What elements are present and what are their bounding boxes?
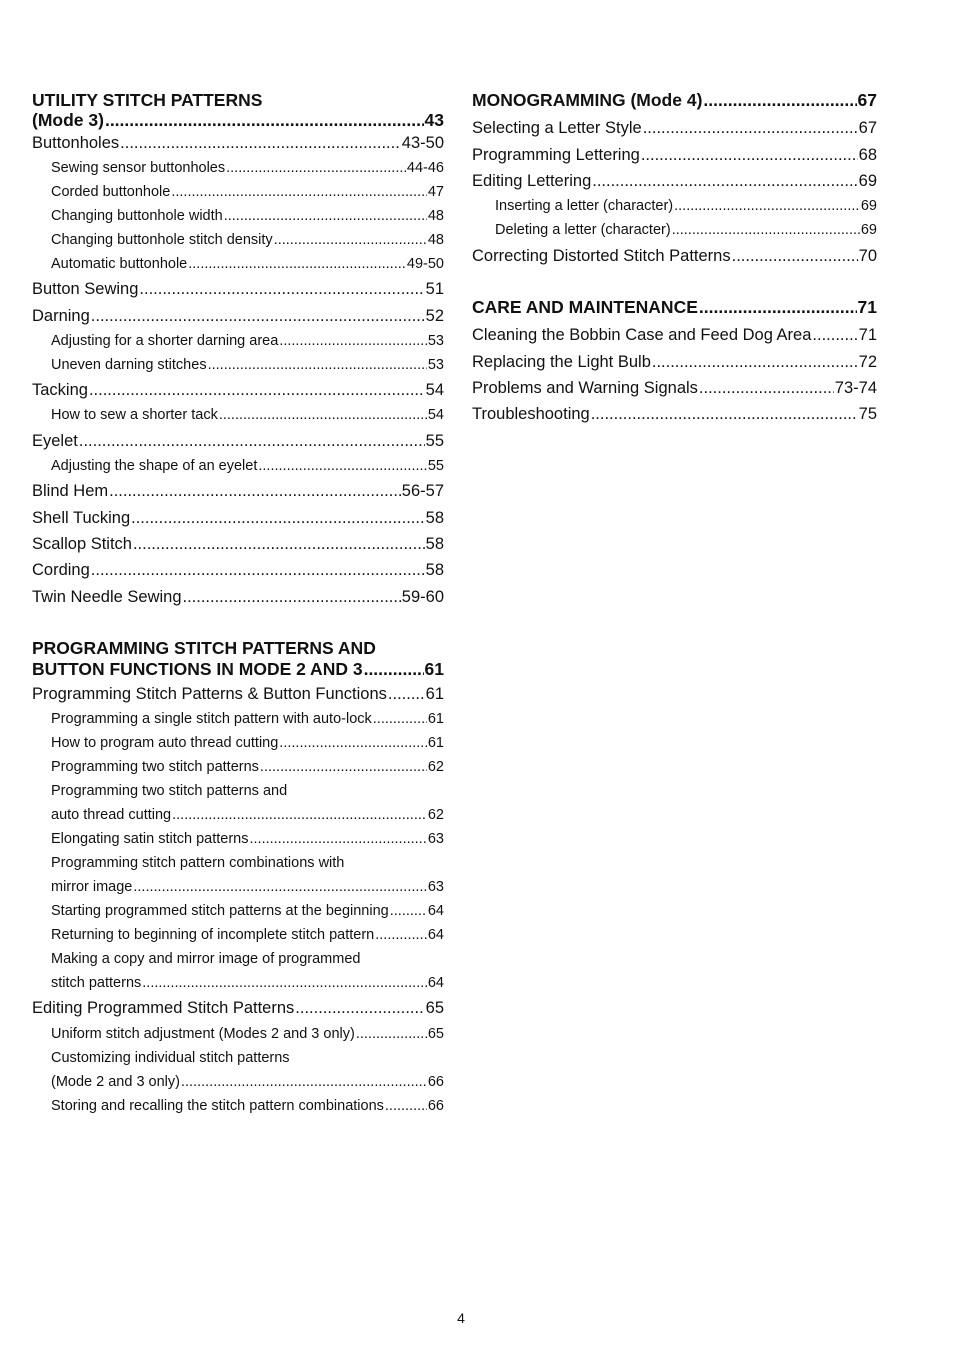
toc-subentry[interactable] [32, 975, 444, 991]
toc-page-number: 43-50 [401, 134, 444, 152]
toc-entry[interactable] [472, 326, 877, 345]
leader-dots [699, 379, 834, 398]
toc-subentry[interactable] [32, 333, 444, 349]
leader-dots [105, 110, 424, 131]
toc-entry[interactable] [472, 119, 877, 138]
toc-entry[interactable] [32, 307, 444, 326]
toc-subentry[interactable] [32, 927, 444, 943]
toc-entry-label: Adjusting the shape of an eyelet [51, 458, 258, 474]
toc-entry-label: Cleaning the Bobbin Case and Feed Dog Area [472, 326, 812, 344]
toc-entry-label: auto thread cutting [51, 807, 172, 823]
toc-entry-label: (Mode 2 and 3 only) [51, 1074, 180, 1090]
toc-heading-label: MONOGRAMMING (Mode 4) [472, 90, 703, 110]
toc-subentry[interactable] [32, 735, 444, 751]
toc-page-number: 63 [427, 879, 444, 895]
leader-dots [591, 405, 858, 424]
toc-subentry[interactable] [32, 903, 444, 919]
toc-page-number: 55 [427, 458, 444, 474]
page-number: 4 [457, 1310, 465, 1326]
leader-dots [674, 198, 860, 214]
toc-entry-label: Customizing individual stitch patterns [51, 1050, 290, 1066]
toc-page-number: 52 [425, 307, 444, 325]
toc-page-number: 53 [427, 333, 444, 349]
leader-dots [183, 588, 401, 607]
toc-entry[interactable] [32, 535, 444, 554]
toc-page-number: 67 [858, 119, 877, 137]
leader-dots [91, 307, 425, 326]
leader-dots [120, 134, 401, 153]
leader-dots [732, 247, 858, 266]
leader-dots [672, 222, 860, 238]
toc-page-number: 67 [857, 90, 877, 110]
leader-dots [172, 807, 427, 823]
toc-entry-label: Programming a single stitch pattern with auto-lock [51, 711, 372, 727]
leader-dots [385, 1098, 427, 1114]
toc-entry-label: Programming Stitch Patterns & Button Functions [32, 685, 387, 703]
leader-dots [139, 280, 424, 299]
toc-entry[interactable] [32, 381, 444, 400]
toc-subentry-continued [32, 951, 444, 967]
toc-entry[interactable] [32, 561, 444, 580]
toc-entry-label: Starting programmed stitch patterns at the beginning [51, 903, 389, 919]
toc-page-number: 75 [858, 405, 877, 423]
leader-dots [643, 119, 858, 138]
leader-dots [109, 482, 401, 501]
toc-heading-programming-line1 [32, 638, 444, 659]
toc-entry-label: Corded buttonhole [51, 184, 171, 200]
toc-entry-label: Twin Needle Sewing [32, 588, 182, 606]
toc-entry-label: How to program auto thread cutting [51, 735, 279, 751]
toc-heading-label: PROGRAMMING STITCH PATTERNS AND [32, 638, 376, 658]
toc-entry[interactable] [32, 280, 444, 299]
toc-page-number: 61 [427, 711, 444, 727]
toc-entry-label: Elongating satin stitch patterns [51, 831, 249, 847]
leader-dots [375, 927, 427, 943]
toc-subentry-continued [32, 855, 444, 871]
toc-page-number: 51 [425, 280, 444, 298]
toc-page-number: 64 [427, 927, 444, 943]
toc-page-number: 49-50 [406, 256, 444, 272]
leader-dots [652, 353, 858, 372]
toc-subentry-continued [32, 1050, 444, 1066]
toc-heading-care[interactable] [472, 297, 877, 318]
leader-dots [295, 999, 424, 1018]
toc-entry-label: Making a copy and mirror image of programmed [51, 951, 361, 967]
toc-subentry[interactable] [32, 1098, 444, 1114]
toc-page-number: 62 [427, 759, 444, 775]
toc-entry-label: Uneven darning stitches [51, 357, 207, 373]
toc-subentry[interactable] [32, 208, 444, 224]
toc-entry-label: Correcting Distorted Stitch Patterns [472, 247, 731, 265]
toc-subentry[interactable] [32, 184, 444, 200]
toc-subentry[interactable] [32, 759, 444, 775]
leader-dots [133, 879, 426, 895]
toc-page-number: 54 [425, 381, 444, 399]
toc-entry[interactable] [472, 353, 877, 372]
toc-page-number: 61 [424, 659, 444, 679]
leader-dots [208, 357, 427, 373]
leader-dots [388, 685, 425, 704]
toc-entry-label: Changing buttonhole width [51, 208, 223, 224]
toc-entry[interactable] [32, 134, 444, 153]
toc-entry-label: Eyelet [32, 432, 78, 450]
toc-page-number: 61 [425, 685, 444, 703]
toc-page-number: 65 [427, 1026, 444, 1042]
toc-entry-label: Cording [32, 561, 90, 579]
toc-page-number: 43 [424, 110, 444, 130]
toc-page-number: 69 [858, 172, 877, 190]
toc-heading-label: CARE AND MAINTENANCE [472, 297, 698, 317]
leader-dots [699, 297, 857, 318]
toc-entry[interactable] [472, 379, 877, 398]
toc-subentry[interactable] [32, 256, 444, 272]
toc-subentry[interactable] [32, 1026, 444, 1042]
toc-page-number: 58 [425, 509, 444, 527]
toc-entry[interactable] [32, 999, 444, 1018]
toc-entry-label: Editing Lettering [472, 172, 592, 190]
toc-entry[interactable] [472, 172, 877, 191]
toc-page-number: 73-74 [834, 379, 877, 397]
toc-subentry[interactable] [32, 1074, 444, 1090]
toc-entry-label: Automatic buttonhole [51, 256, 188, 272]
toc-entry-label: Deleting a letter (character) [495, 222, 671, 238]
toc-page-number: 56-57 [401, 482, 444, 500]
toc-entry[interactable] [32, 509, 444, 528]
leader-dots [364, 659, 424, 680]
toc-page-number: 62 [427, 807, 444, 823]
toc-page-number: 70 [858, 247, 877, 265]
leader-dots [131, 509, 425, 528]
toc-entry[interactable] [32, 588, 444, 607]
toc-page-number: 47 [427, 184, 444, 200]
leader-dots [171, 184, 427, 200]
toc-entry[interactable] [472, 146, 877, 165]
toc-heading-utility-line2[interactable] [32, 110, 444, 131]
toc-heading-programming-line2[interactable] [32, 659, 444, 680]
leader-dots [249, 831, 426, 847]
toc-entry[interactable] [472, 405, 877, 424]
toc-page-number: 71 [857, 297, 877, 317]
leader-dots [592, 172, 857, 191]
toc-entry-label: Blind Hem [32, 482, 109, 500]
toc-entry-label: Shell Tucking [32, 509, 131, 527]
toc-page-number: 58 [425, 561, 444, 579]
toc-page-number: 71 [858, 326, 877, 344]
toc-heading-utility-line1 [32, 90, 444, 111]
toc-page-number: 55 [425, 432, 444, 450]
toc-page-number: 58 [425, 535, 444, 553]
leader-dots [258, 458, 426, 474]
toc-entry-label: Inserting a letter (character) [495, 198, 674, 214]
leader-dots [79, 432, 425, 451]
leader-dots [703, 90, 856, 111]
toc-page-number: 66 [427, 1074, 444, 1090]
toc-entry[interactable] [32, 482, 444, 501]
toc-entry-label: stitch patterns [51, 975, 142, 991]
toc-entry-label: Troubleshooting [472, 405, 590, 423]
toc-entry[interactable] [32, 432, 444, 451]
leader-dots [812, 326, 857, 345]
toc-page-number: 48 [427, 208, 444, 224]
leader-dots [373, 711, 427, 727]
toc-entry-label: Editing Programmed Stitch Patterns [32, 999, 295, 1017]
toc-page-number: 66 [427, 1098, 444, 1114]
toc-page-number: 64 [427, 975, 444, 991]
toc-entry-label: Returning to beginning of incomplete stitch pattern [51, 927, 375, 943]
toc-page-number: 61 [427, 735, 444, 751]
toc-subentry-continued [32, 783, 444, 799]
toc-heading-label: (Mode 3) [32, 110, 104, 130]
toc-entry[interactable] [472, 247, 877, 266]
toc-page-number: 63 [427, 831, 444, 847]
toc-subentry[interactable] [32, 458, 444, 474]
toc-entry-label: mirror image [51, 879, 133, 895]
leader-dots [226, 160, 406, 176]
leader-dots [91, 561, 425, 580]
toc-entry[interactable] [32, 685, 444, 704]
leader-dots [390, 903, 427, 919]
leader-dots [181, 1074, 427, 1090]
toc-page-number: 53 [427, 357, 444, 373]
toc-page-number: 65 [425, 999, 444, 1017]
toc-subentry[interactable] [32, 160, 444, 176]
toc-page-number: 69 [860, 198, 877, 214]
toc-entry-label: Changing buttonhole stitch density [51, 232, 273, 248]
toc-entry-label: Uniform stitch adjustment (Modes 2 and 3 only) [51, 1026, 355, 1042]
toc-page-number: 59-60 [401, 588, 444, 606]
toc-subentry[interactable] [32, 807, 444, 823]
toc-page-number: 69 [860, 222, 877, 238]
toc-entry-label: Darning [32, 307, 90, 325]
leader-dots [224, 208, 427, 224]
toc-page-number: 68 [858, 146, 877, 164]
leader-dots [219, 407, 427, 423]
toc-entry-label: How to sew a shorter tack [51, 407, 218, 423]
toc-subentry[interactable] [32, 232, 444, 248]
toc-subentry[interactable] [32, 407, 444, 423]
toc-heading-label: BUTTON FUNCTIONS IN MODE 2 AND 3 [32, 659, 363, 679]
leader-dots [142, 975, 427, 991]
leader-dots [274, 232, 427, 248]
leader-dots [356, 1026, 427, 1042]
toc-entry-label: Button Sewing [32, 280, 139, 298]
toc-entry-label: Programming two stitch patterns and [51, 783, 288, 799]
toc-subentry[interactable] [32, 357, 444, 373]
toc-subentry[interactable] [32, 879, 444, 895]
toc-entry-label: Buttonholes [32, 134, 120, 152]
toc-heading-label: UTILITY STITCH PATTERNS [32, 90, 263, 110]
toc-page-number: 72 [858, 353, 877, 371]
toc-entry-label: Storing and recalling the stitch pattern combinations [51, 1098, 384, 1114]
toc-entry-label: Sewing sensor buttonholes [51, 160, 226, 176]
leader-dots [260, 759, 427, 775]
leader-dots [279, 735, 427, 751]
leader-dots [133, 535, 425, 554]
toc-page-number: 54 [427, 407, 444, 423]
toc-entry-label: Programming two stitch patterns [51, 759, 259, 775]
toc-entry-label: Tacking [32, 381, 88, 399]
toc-subentry[interactable] [32, 831, 444, 847]
toc-page-number: 64 [427, 903, 444, 919]
toc-entry-label: Problems and Warning Signals [472, 379, 698, 397]
toc-entry-label: Programming Lettering [472, 146, 640, 164]
toc-heading-monogramming[interactable] [472, 90, 877, 111]
leader-dots [641, 146, 858, 165]
toc-entry-label: Replacing the Light Bulb [472, 353, 651, 371]
leader-dots [89, 381, 425, 400]
toc-subentry[interactable] [32, 711, 444, 727]
leader-dots [279, 333, 427, 349]
leader-dots [188, 256, 406, 272]
toc-subentry[interactable] [472, 222, 877, 238]
toc-subentry[interactable] [472, 198, 877, 214]
toc-page-number: 44-46 [406, 160, 444, 176]
toc-entry-label: Adjusting for a shorter darning area [51, 333, 279, 349]
toc-page-number: 48 [427, 232, 444, 248]
toc-entry-label: Scallop Stitch [32, 535, 132, 553]
toc-entry-label: Selecting a Letter Style [472, 119, 642, 137]
toc-entry-label: Programming stitch pattern combinations with [51, 855, 345, 871]
